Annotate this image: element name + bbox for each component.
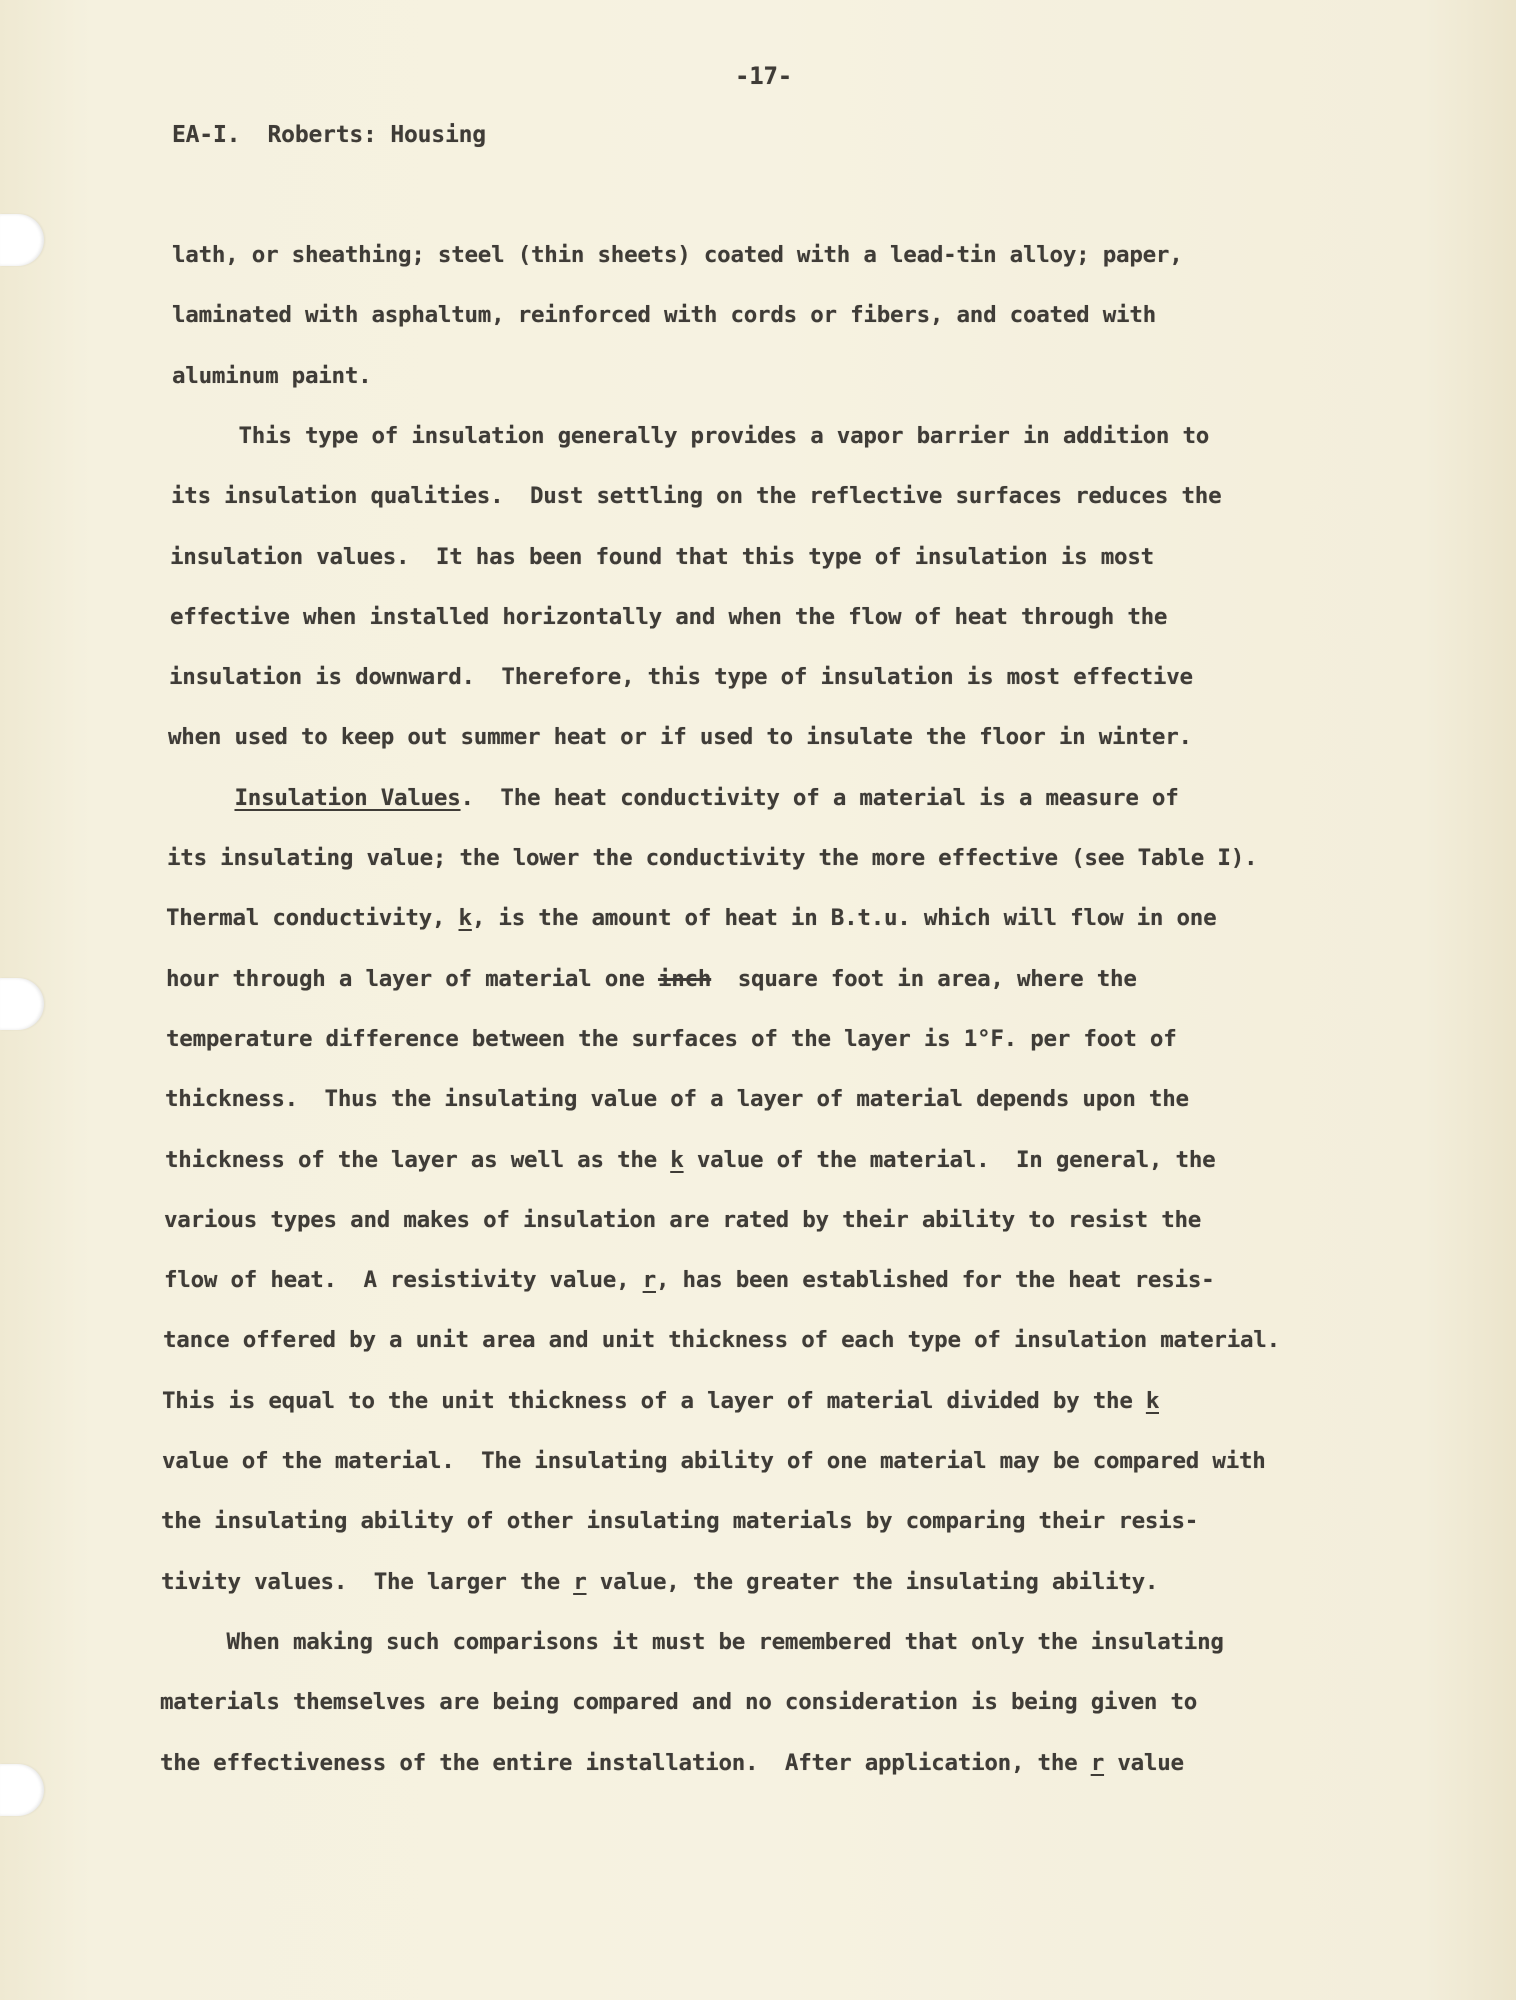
text-line	[172, 302, 1156, 328]
text-line	[171, 483, 1221, 509]
underlined-term: k	[458, 905, 472, 931]
text-run: value, the greater the insulating ability.	[586, 1569, 1159, 1595]
text-run: lath, or sheathing; steel (thin sheets) coated with a lead-tin alloy; paper,	[172, 242, 1183, 268]
text-line	[160, 1750, 1184, 1776]
underlined-term: k	[1145, 1388, 1160, 1414]
text-run: insulation is downward. Therefore, this type of insulation is most effective	[169, 664, 1193, 690]
underlined-term: r	[1090, 1750, 1105, 1776]
text-line	[164, 1267, 1214, 1293]
text-run: , has been established for the heat resis-	[655, 1267, 1215, 1293]
underlined-term: k	[670, 1147, 684, 1173]
text-line	[160, 1689, 1197, 1715]
text-run: thickness. Thus the insulating value of a layer of material depends upon the	[165, 1086, 1189, 1112]
text-run: effective when installed horizontally and when the flow of heat through the	[170, 604, 1168, 630]
struck-word: inch	[657, 966, 712, 992]
text-run: the effectiveness of the entire installation. After application, the	[160, 1750, 1091, 1776]
text-run: thickness of the layer as well as the	[165, 1147, 671, 1173]
text-line	[166, 966, 1137, 992]
text-run: value	[1104, 1750, 1184, 1776]
text-run: value of the material. In general, the	[683, 1147, 1216, 1173]
text-run: when used to keep out summer heat or if used to insulate the floor in winter.	[168, 724, 1192, 750]
text-run: tivity values. The larger the	[161, 1569, 574, 1595]
text-line	[161, 1508, 1198, 1534]
text-line	[172, 423, 1209, 449]
text-line	[166, 905, 1216, 931]
text-run: When making such comparisons it must be remembered that only the insulating	[160, 1629, 1224, 1655]
text-line	[160, 1629, 1224, 1655]
text-line	[168, 785, 1179, 811]
text-line	[168, 724, 1192, 750]
text-line	[162, 1388, 1159, 1414]
text-run: temperature difference between the surfaces of the layer is 1°F. per foot of	[166, 1026, 1177, 1052]
text-run: the insulating ability of other insulating materials by comparing their resis-	[161, 1508, 1199, 1534]
running-header: EA-I. Roberts: Housing	[172, 122, 486, 148]
text-run: materials themselves are being compared and no consideration is being given to	[160, 1689, 1198, 1715]
text-run: value of the material. The insulating ability of one material may be compared with	[162, 1448, 1266, 1474]
text-line	[167, 845, 1257, 871]
text-run: This is equal to the unit thickness of a layer of material divided by the	[162, 1388, 1146, 1414]
text-run: aluminum paint.	[172, 363, 372, 389]
text-line	[170, 604, 1167, 630]
text-run: , is the amount of heat in B.t.u. which will flow in one	[471, 905, 1217, 931]
text-run: tance offered by a unit area and unit thickness of each type of insulation material.	[163, 1327, 1280, 1353]
text-run: insulation values. It has been found that this type of insulation is most	[170, 544, 1154, 570]
underlined-term: Insulation Values	[234, 785, 461, 811]
text-run: flow of heat. A resistivity value,	[164, 1267, 643, 1293]
text-run	[168, 785, 234, 811]
text-line	[165, 1086, 1189, 1112]
text-run: This type of insulation generally provides a vapor barrier in addition to	[172, 423, 1210, 449]
page-number: -17-	[735, 62, 792, 90]
text-run: its insulation qualities. Dust settling on the reflective surfaces reduces the	[171, 483, 1222, 509]
text-run: square foot in area, where the	[711, 966, 1137, 992]
underlined-term: r	[573, 1569, 587, 1595]
text-run: Thermal conductivity,	[166, 905, 459, 931]
text-run: hour through a layer of material one	[166, 966, 658, 992]
text-line	[172, 363, 371, 389]
text-line	[164, 1207, 1201, 1233]
text-line	[169, 664, 1193, 690]
text-line	[170, 544, 1154, 570]
text-line	[161, 1569, 1158, 1595]
text-line	[165, 1147, 1215, 1173]
underlined-term: r	[642, 1267, 656, 1293]
text-line	[166, 1026, 1177, 1052]
text-run: . The heat conductivity of a material is a measure of	[460, 785, 1179, 811]
text-line	[163, 1327, 1280, 1353]
text-run: its insulating value; the lower the conductivity the more effective (see Table I).	[167, 845, 1258, 871]
text-line	[172, 242, 1183, 268]
text-run: laminated with asphaltum, reinforced with cords or fibers, and coated with	[172, 302, 1156, 328]
text-run: various types and makes of insulation are rated by their ability to resist the	[164, 1207, 1202, 1233]
text-line	[162, 1448, 1266, 1474]
